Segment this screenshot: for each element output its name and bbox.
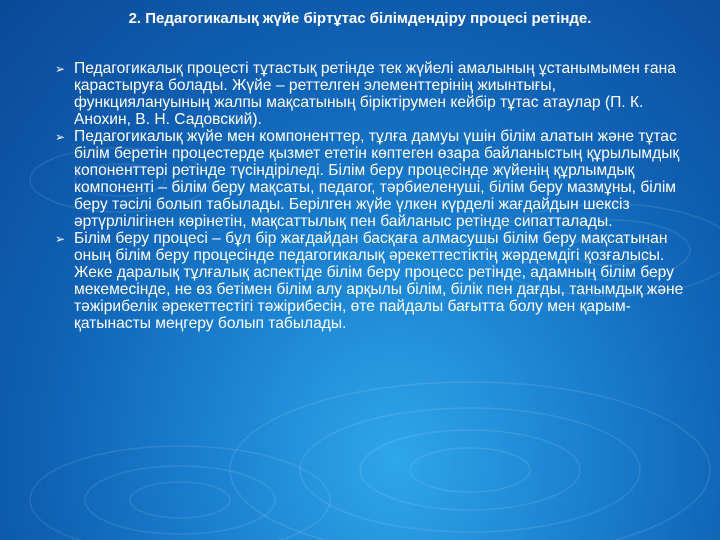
bullet-item-system-approach bbox=[55, 60, 688, 128]
bullet-item-education-process bbox=[55, 230, 688, 332]
bullet-text: Педагогикалық процесті тұтастық ретінде тек жүйелі амалының ұстанымымен ғана қарастыруға болады. Жүйе – реттелген элементтерінің жиынтығы, функциялануының жалпы мақсатының біріктірумен кейбір тұтас атаулар (П. К. Анохин, В. Н. Садовский). bbox=[74, 60, 676, 128]
arrowhead-bullet-icon: ➢ bbox=[55, 130, 66, 144]
arrowhead-bullet-icon: ➢ bbox=[55, 232, 66, 246]
bullet-text: Педагогикалық жүйе мен компоненттер, тұлға дамуы үшін білім алатын және тұтас білім беретін процестерде қызмет ететін көптеген өзара байланыстың құрылымдық копоненттері ретінде түсіндіріледі. Білім беру процесінде жүйенің құрлымдық компоненті – білім беру мақсаты, педагог, тәрбиеленуші, білім беру мазмұны, білім беру тәсілі болып табылады. Берілген жүйе үлкен күрделі жағдайдын шексіз әртүрлілігінен көрінетін, мақсаттылық пен байланыс ретінде сипатталады. bbox=[74, 128, 680, 230]
bullet-list bbox=[55, 60, 688, 332]
bullet-item-pedagogical-system bbox=[55, 128, 688, 230]
bullet-text: Білім беру процесі – бұл бір жағдайдан басқаға алмасушы білім беру мақсатынан оның білім беру процесінде педагогикалық әрекеттестіктің жәрдемдігі қозғалысы. Жеке даралық тұлғалық аспектіде білім беру процесс ретінде, адамның білім беру мекемесінде, не өз бетімен білім алу арқылы білім, білік пен дағды, танымдық және тәжірибелік әрекеттестігі тәжірибесін, өте пайдалы бағытта болу мен қарым-қатынасты меңгеру болып табылады. bbox=[74, 230, 684, 332]
arrowhead-bullet-icon: ➢ bbox=[55, 62, 66, 76]
slide-title: 2. Педагогикалық жүйе біртұтас білімдендіру процесі ретінде. bbox=[128, 10, 592, 27]
